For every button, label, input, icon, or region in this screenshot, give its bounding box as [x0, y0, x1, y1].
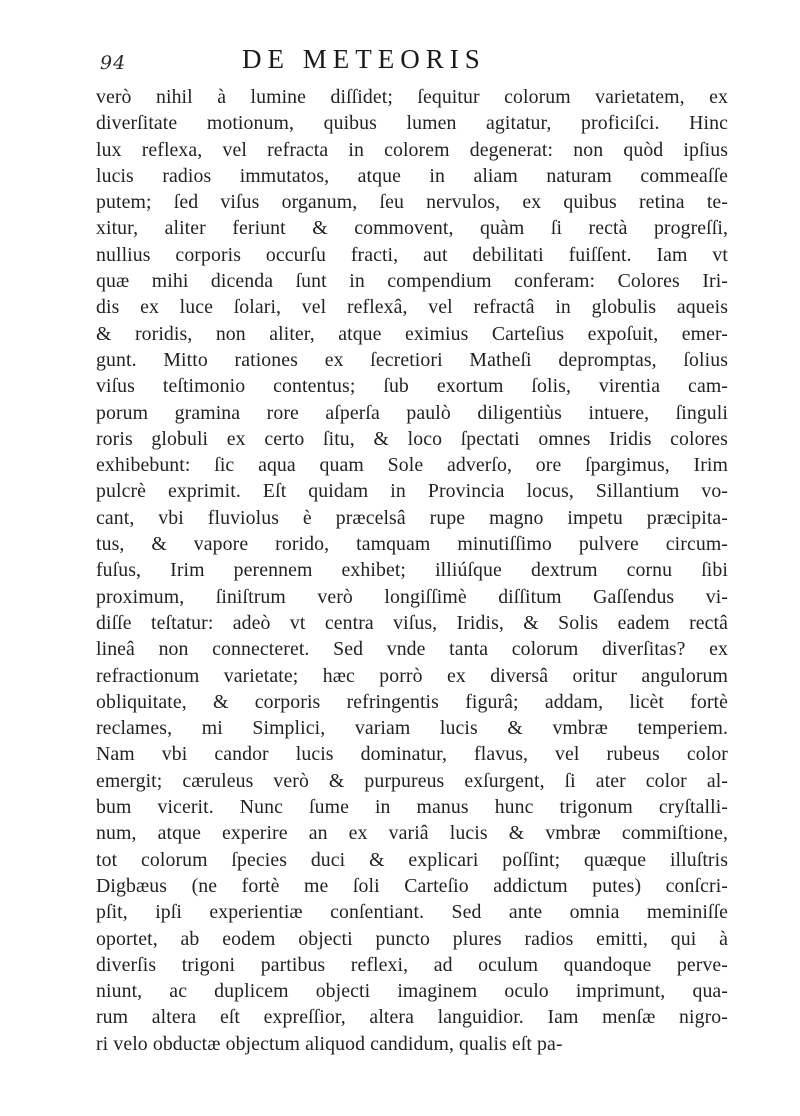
text-line: tot colorum ſpecies duci & explicari poſſint; quæque illuſtris	[96, 848, 728, 871]
text-line: Nam vbi candor lucis dominatur, flavus, vel rubeus color	[96, 743, 728, 766]
text-line: xitur, aliter feriunt & commovent, quàm ſi rectà progreſſi,	[96, 217, 728, 240]
text-line: pſit, ipſi experientiæ conſentiant. Sed ante omnia meminiſſe	[96, 901, 728, 924]
text-line: roris globuli ex certo ſitu, & loco ſpectati omnes Iridis colores	[96, 427, 728, 450]
text-line: fuſus, Irim perennem exhibet; illiúſque dextrum cornu ſibi	[96, 559, 728, 582]
text-line: gunt. Mitto rationes ex ſecretiori Matheſi depromptas, ſolius	[96, 348, 728, 371]
text-line: diſſe teſtatur: adeò vt centra viſus, Iridis, & Solis eadem rectâ	[96, 611, 728, 634]
page-number: 94	[100, 52, 127, 74]
text-line: rum altera eſt expreſſior, altera languidior. Iam menſæ nigro-	[96, 1006, 728, 1029]
text-line: niunt, ac duplicem objecti imaginem oculo imprimunt, qua-	[96, 980, 728, 1003]
body-text	[96, 84, 728, 1057]
text-line: bum vicerit. Nunc ſume in manus hunc trigonum cryſtalli-	[96, 796, 728, 819]
text-line: & roridis, non aliter, atque eximius Carteſius expoſuit, emer-	[96, 322, 728, 345]
text-line: tus, & vapore rorido, tamquam minutiſſimo pulvere circum-	[96, 533, 728, 556]
text-line: cant, vbi fluviolus è præcelsâ rupe magno impetu præcipita-	[96, 506, 728, 529]
text-line: obliquitate, & corporis refringentis figurâ; addam, licèt fortè	[96, 690, 728, 713]
text-line: num, atque experire an ex variâ lucis & vmbræ commiſtione,	[96, 822, 728, 845]
text-line: lux reflexa, vel refracta in colorem degenerat: non quòd ipſius	[96, 138, 728, 161]
text-line: diverſitate motionum, quibus lumen agitatur, proficiſci. Hinc	[96, 112, 728, 135]
text-line: porum gramina rore aſperſa paulò diligentiùs intuere, ſinguli	[96, 401, 728, 424]
text-line: Digbæus (ne fortè me ſoli Carteſio addictum putes) conſcri-	[96, 874, 728, 897]
text-line: quæ mihi dicenda ſunt in compendium conferam: Colores Iri-	[96, 270, 728, 293]
running-head: DE METEORIS	[242, 44, 486, 74]
text-line: ri velo obductæ objectum aliquod candidum, qualis eſt pa-	[96, 1032, 563, 1055]
text-line: emergit; cæruleus verò & purpureus exſurgent, ſi ater color al-	[96, 769, 728, 792]
text-line: reclames, mi Simplici, variam lucis & vmbræ temperiem.	[96, 717, 728, 740]
text-line: refractionum varietate; hæc porrò ex diversâ oritur angulorum	[96, 664, 728, 687]
text-line: verò nihil à lumine diſſidet; ſequitur colorum varietatem, ex	[96, 86, 728, 108]
text-line: lineâ non connecteret. Sed vnde tanta colorum diverſitas? ex	[96, 638, 728, 661]
text-line: proximum, ſiniſtrum verò longiſſimè diſſitum Gaſſendus vi-	[96, 585, 728, 608]
text-line: diverſis trigoni partibus reflexi, ad oculum quandoque perve-	[96, 953, 728, 976]
text-line: oportet, ab eodem objecti puncto plures radios emitti, qui à	[96, 927, 728, 950]
text-line: pulcrè exprimit. Eſt quidam in Provincia locus, Sillantium vo-	[96, 480, 728, 503]
text-line: viſus teſtimonio contentus; ſub exortum ſolis, virentia cam-	[96, 375, 728, 398]
text-line: dis ex luce ſolari, vel reflexâ, vel refractâ in globulis aqueis	[96, 296, 728, 319]
page-header	[0, 44, 800, 84]
text-line: putem; ſed viſus organum, ſeu nervulos, ex quibus retina te-	[96, 191, 728, 214]
text-line: exhibebunt: ſic aqua quam Sole adverſo, ore ſpargimus, Irim	[96, 454, 728, 477]
text-line: lucis radios immutatos, atque in aliam naturam commeaſſe	[96, 164, 728, 187]
text-line: nullius corporis occurſu fracti, aut debilitati fuiſſent. Iam vt	[96, 243, 728, 266]
